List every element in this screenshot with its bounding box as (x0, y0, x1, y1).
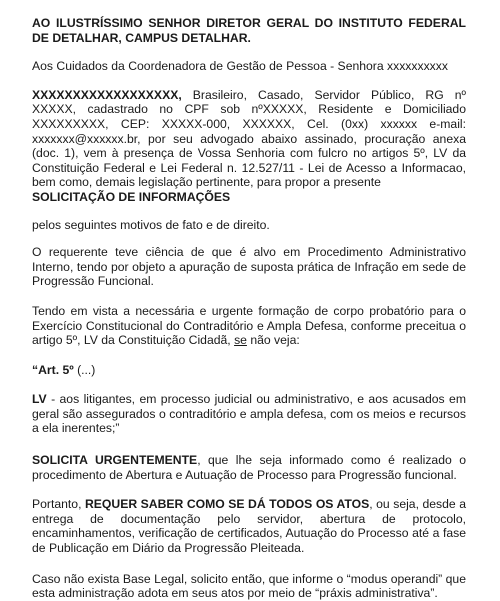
quote-article-line (32, 363, 466, 378)
legal-basis-underlined: se (234, 333, 247, 348)
quote-item-text: - aos litigantes, em processo judicial ou administrativo, e aos acusados em geral são assegurados o contraditório e ampla defesa, com os meios e recursos a ela inerentes;” (32, 392, 466, 436)
quote-article-label: “Art. 5º (32, 362, 74, 377)
quote-item-label: LV (32, 392, 47, 407)
requester-name: XXXXXXXXXXXXXXXXXX, (32, 87, 182, 102)
quote-article-ellipsis: (...) (73, 362, 96, 377)
request-paragraph-1 (32, 453, 466, 482)
request-2-emphasis: REQUER SABER COMO SE DÁ TODOS OS ATOS (84, 497, 370, 512)
legal-basis-text: Tendo em vista a necessária e urgente formação de corpo probatório para o Exercício Constitucional do Contraditório e Ampla Defesa, conforme preceitua o artigo 5º, LV da Constituição Cidadã, (32, 303, 466, 348)
reasons-line: pelos seguintes motivos de fato e de direito. (32, 217, 270, 232)
quote-body (32, 392, 466, 436)
attention-line: Aos Cuidados da Coordenadora de Gestão de Pessoa - Senhora xxxxxxxxxx (32, 59, 448, 74)
request-1-emphasis: SOLICITA URGENTEMENTE (32, 453, 198, 468)
paragraph-facts: O requerente teve ciência de que é alvo em Procedimento Administrativo Interno, tendo por objeto a apuração de suposta prática de Infração em sede de Progressão Funcional. (32, 245, 466, 289)
section-title: SOLICITAÇÃO DE INFORMAÇÕES (32, 189, 231, 204)
legal-basis-tail: não veja: (246, 333, 300, 348)
request-paragraph-2 (32, 497, 466, 555)
qualification-paragraph (32, 88, 466, 190)
request-1-text: , que lhe seja informado como é realizado o procedimento de Abertura e Autuação de Processo para Progressão funcional. (32, 453, 466, 482)
qualification-text: Brasileiro, Casado, Servidor Público, RG nº XXXXX, cadastrado no CPF sob nºXXXXX, Residente e Domiciliado XXXXXXXXX, CEP: XXXXX-000, XXXXXX, Cel. (0xx) xxxxxx e-mail: xxxxxxx@xxxxxx.br, por seu advogado abaixo assinado, procuração anexa (doc. 1), vem à presença de Vossa Senhoria com fulcro no artigos 5º, LV da Constituição Federal e Lei Federal n. 12.527/11 - Lei de Acesso a Informacao, bem como, demais legislação pertinente, para propor a presente (32, 87, 466, 190)
paragraph-legal-basis (32, 304, 466, 348)
request-2-text: , ou seja, desde a entrega de documentação pelo servidor, abertura de protocolo, encaminhamentos, verificação de certificados, Autuação do Processo até a fase de Publicação em Diário da Progressão Pleiteada. (32, 497, 466, 556)
request-2-lead: Portanto, (32, 497, 85, 512)
document-heading: AO ILUSTRÍSSIMO SENHOR DIRETOR GERAL DO INSTITUTO FEDERAL DE DETALHAR, CAMPUS DETALHAR. (32, 16, 466, 45)
closing-paragraph: Caso não exista Base Legal, solicito então, que informe o “modus operandi” que esta administração adota em seus atos por meio de “práxis administrativa”. (32, 571, 466, 601)
